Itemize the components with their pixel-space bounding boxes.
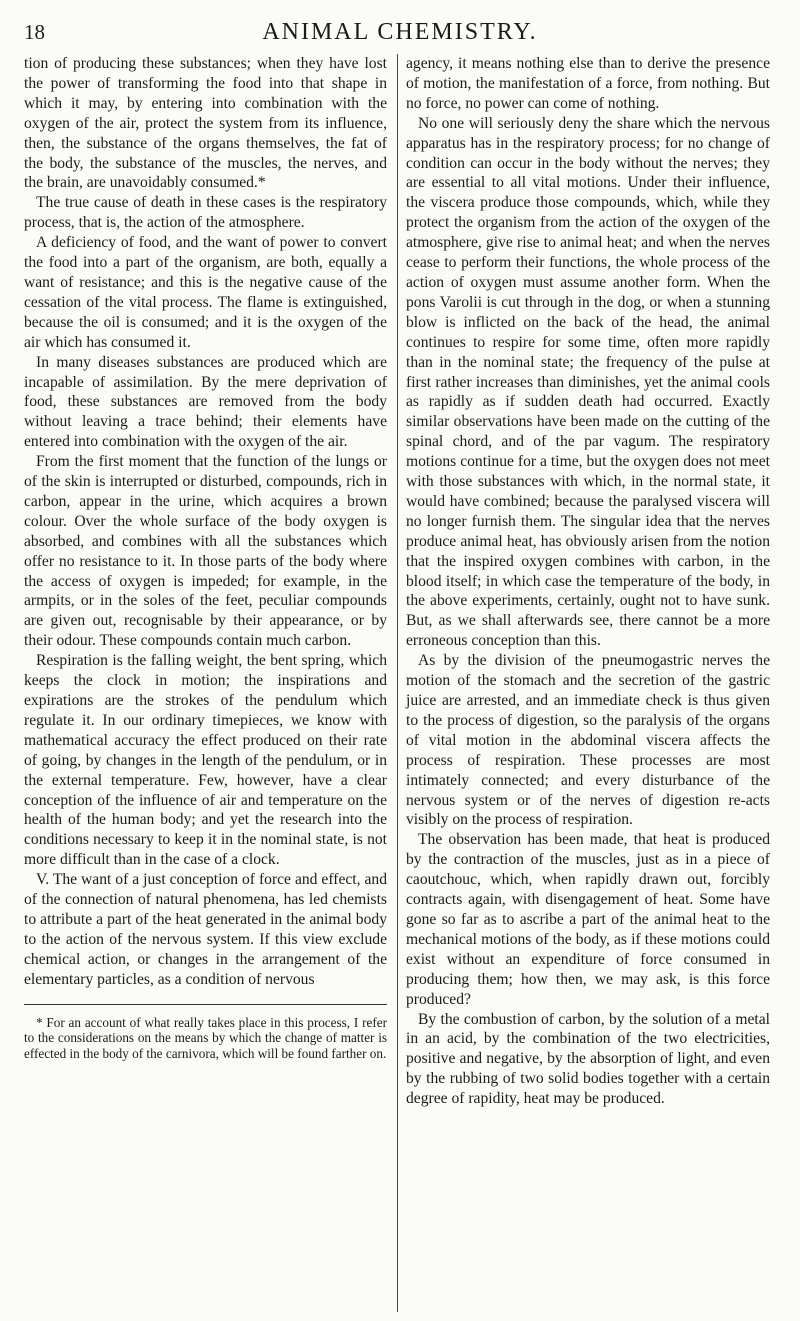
paragraph: The true cause of death in these cases is the respiratory process, that is, the action of the atmosphere. bbox=[24, 194, 387, 232]
footnote: * For an account of what really takes place in this process, I refer to the considerations on the means by which the change of matter is effected in the body of the carnivora, which will be found farther on. bbox=[24, 1014, 387, 1061]
paragraph: By the combustion of carbon, by the solution of a metal in an acid, by the combination of the two electricities, positive and negative, by the absorption of light, and even by the rubbing of two solid bodies together with a certain degree of rapidity, heat may be produced. bbox=[406, 1010, 770, 1108]
paragraph: V. The want of a just conception of force and effect, and of the connection of natural phenomena, has led chemists to attribute a part of the heat generated in the animal body to the action of the nervous system. If this view exclude chemical action, or changes in the arrangement of the elementary particles, as a condition of nervous bbox=[24, 871, 387, 988]
left-column bbox=[24, 54, 397, 1312]
right-column bbox=[397, 54, 770, 1312]
page-number: 18 bbox=[24, 19, 45, 44]
paragraph: tion of producing these substances; when they have lost the power of transforming the food into that shape in which it may, by entering into combination with the oxygen of the air, protect the system from its influence, then, the substance of the organs themselves, the fat of the body, the substance of the muscles, the nerves, and the brain, are unavoidably consumed.* bbox=[24, 55, 387, 192]
paragraph: No one will seriously deny the share which the nervous apparatus has in the respiratory process; for no change of condition can occur in the body without the nerves; they are essential to all vital motions. Under their influence, the viscera produce those compounds, which, while they protect the organism from the action of the oxygen of the atmosphere, give rise to animal heat; and when the nerves cease to perform their functions, the whole process of the action of oxygen must assume another form. When the pons Varolii is cut through in the dog, or when a stunning blow is inflicted on the back of the head, the animal continues to respire for some time, often more rapidly than in the nominal state; the frequency of the pulse at first rather increases than diminishes, yet the animal cools as rapidly as if sudden death had occurred. Exactly similar observations have been made on the cutting of the spinal chord, and of the par vagum. The respiratory motions continue for a time, but the oxygen does not meet with those substances with which, in the normal state, it would have combined; because the paralysed viscera will no longer furnish them. The singular idea that the nerves produce animal heat, has obviously arisen from the notion that the inspired oxygen combines with carbon, in the blood itself; in which case the temperature of the body, in the above experiments, certainly, ought not to have sunk. But, as we shall afterwards see, there cannot be a more erroneous conception than this. bbox=[406, 114, 770, 650]
footnote-divider bbox=[24, 1004, 387, 1005]
paragraph: As by the division of the pneumogastric nerves the motion of the stomach and the secretion of the gastric juice are arrested, and an immediate check is thus given to the process of digestion, so the paralysis of the organs of vital motion in the abdominal viscera affects the process of respiration. These processes are most intimately connected; and every disturbance of the nervous system or of the nerves of digestion re-acts visibly on the process of respiration. bbox=[406, 652, 770, 829]
page-header bbox=[24, 14, 776, 50]
text-columns bbox=[24, 54, 776, 1312]
paragraph: agency, it means nothing else than to derive the presence of motion, the manifestation of a force, from nothing. But no force, no power can come of nothing. bbox=[406, 55, 770, 112]
paragraph: Respiration is the falling weight, the bent spring, which keeps the clock in motion; the inspirations and expirations are the strokes of the pendulum which regulate it. In our ordinary timepieces, we know with mathematical accuracy the effect produced on their rate of going, by changes in the length of the pendulum, or in the external temperature. Few, however, have a clear conception of the influence of air and temperature on the health of the human body; and yet the research into the conditions necessary to keep it in the nominal state, is not more difficult than in the case of a clock. bbox=[24, 652, 387, 869]
paragraph: A deficiency of food, and the want of power to convert the food into a part of the organism, are both, equally a want of resistance; and this is the negative cause of the cessation of the vital process. The flame is extinguished, because the oil is consumed; and it is the oxygen of the air which has consumed it. bbox=[24, 234, 387, 351]
paragraph: In many diseases substances are produced which are incapable of assimilation. By the mere deprivation of food, these substances are removed from the body without leaving a trace behind; their elements have entered into combination with the oxygen of the air. bbox=[24, 353, 387, 451]
paragraph: From the first moment that the function of the lungs or of the skin is interrupted or disturbed, compounds, rich in carbon, appear in the urine, which acquires a brown colour. Over the whole surface of the body oxygen is absorbed, and combines with all the substances which offer no resistance to it. In those parts of the body where the access of oxygen is impeded; for example, in the armpits, or in the soles of the feet, peculiar compounds are given out, recognisable by their appearance, or by their odour. These compounds contain much carbon. bbox=[24, 453, 387, 650]
running-head: ANIMAL CHEMISTRY. bbox=[262, 18, 538, 45]
paragraph: The observation has been made, that heat is produced by the contraction of the muscles, just as in a piece of caoutchouc, which, when rapidly drawn out, forcibly contracts again, with disengagement of heat. Some have gone so far as to ascribe a part of the animal heat to the mechanical motions of the body, as if these motions could exist without an expenditure of force consumed in producing them; how then, we may ask, is this force produced? bbox=[406, 831, 770, 1008]
